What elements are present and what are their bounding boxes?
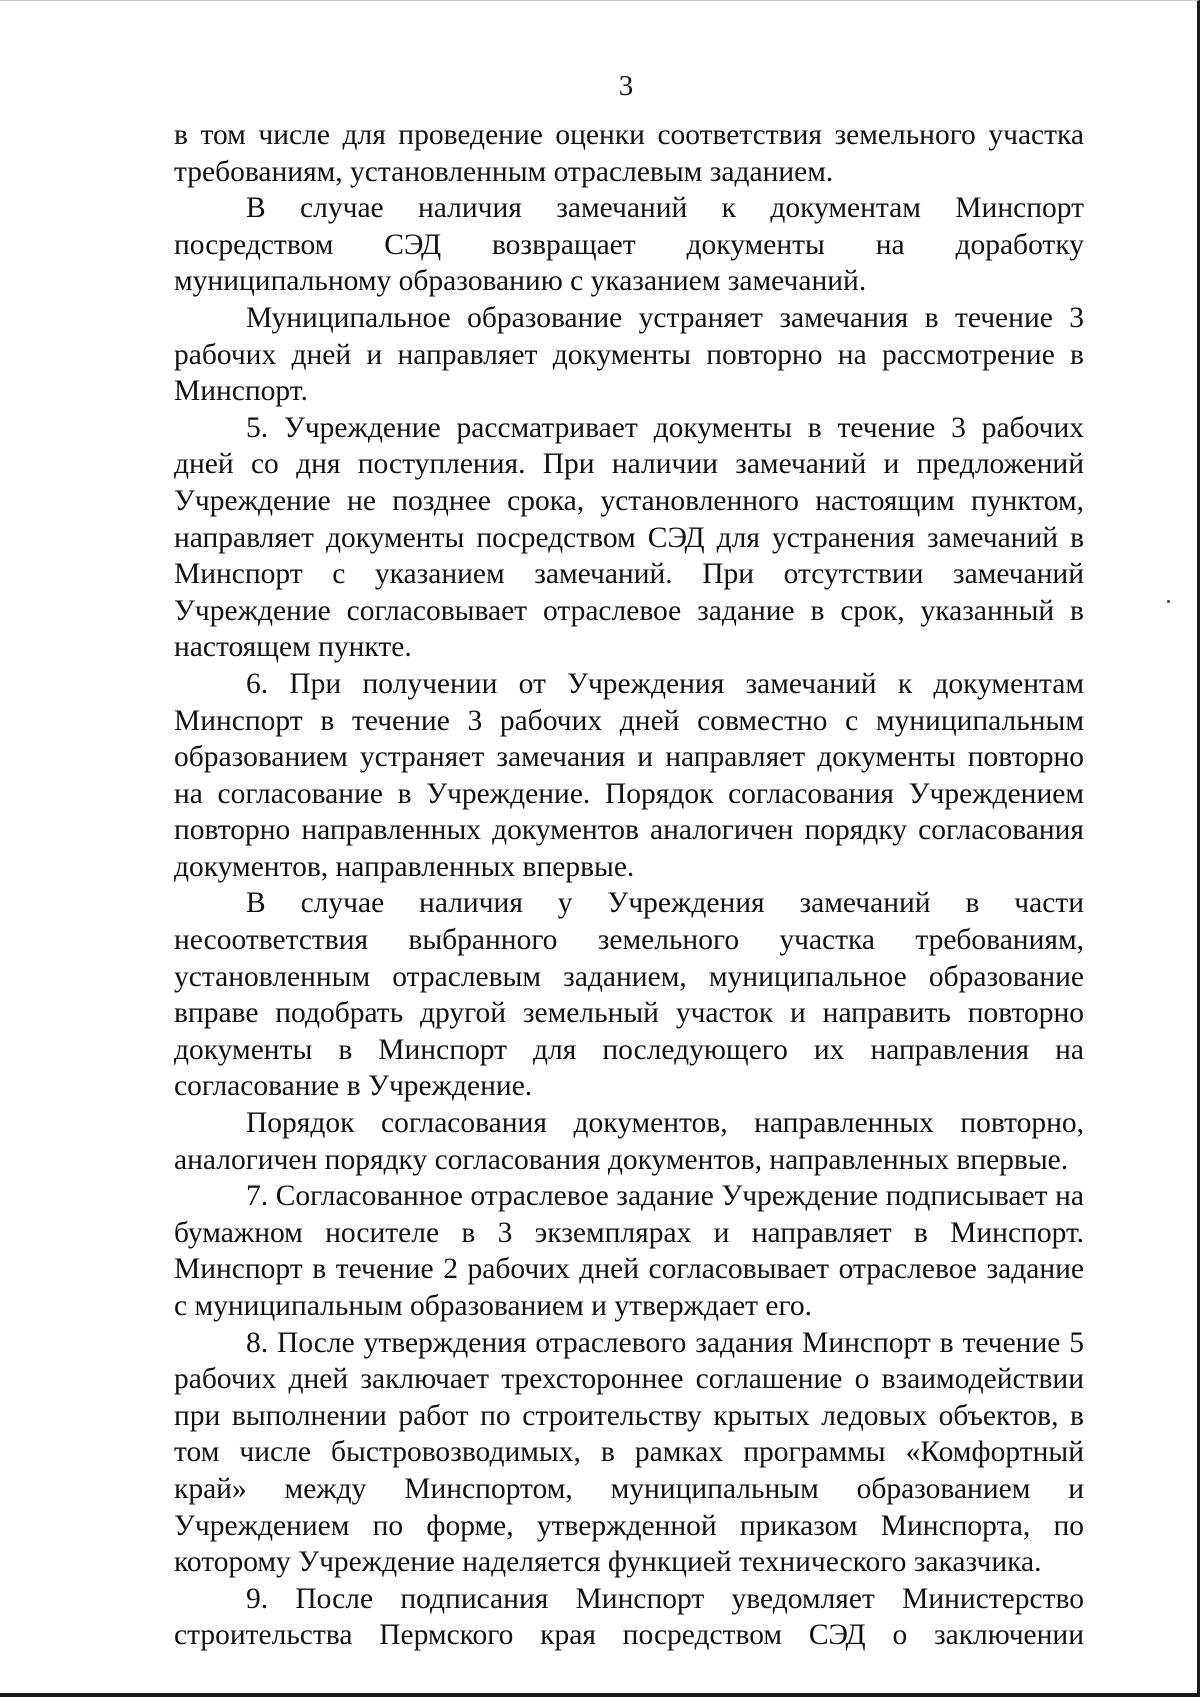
paragraph-land-plot: В случае наличия у Учреждения замечаний в части несоответствия выбранного земельного участка требованиям, установленным отраслевым заданием, муниципальное образование вправе подобрать другой земельный участок и направить повторно документы в Минспорт для последующего их направления на согласование в Учреждение. xyxy=(174,887,1084,1103)
paragraph-remarks-return: В случае наличия замечаний к документам Минспорт посредством СЭД возвращает документы на доработку муниципальному образованию с указанием замечаний. xyxy=(174,192,1084,298)
paragraph-item-6: 6. При получении от Учреждения замечаний к документам Минспорт в течение 3 рабочих дней совместно с муниципальным образованием устраняет замечания и направляет документы повторно на согласование в Учреждение. Порядок согласования Учреждением повторно направленных документов аналогичен порядку согласования документов, направленных впервые. xyxy=(174,667,1084,883)
document-body xyxy=(174,117,1084,1654)
paragraph-item-7: 7. Согласованное отраслевое задание Учреждение подписывает на бумажном носителе в 3 экземплярах и направляет в Минспорт. Минспорт в течение 2 рабочих дней согласовывает отраслевое задание с муниципальным образованием и утверждает его. xyxy=(174,1180,1084,1322)
paragraph-repeat-procedure: Порядок согласования документов, направленных повторно, аналогичен порядку согласования документов, направленных впервые. xyxy=(174,1107,1084,1176)
paragraph-item-8: 8. После утверждения отраслевого задания Минспорт в течение 5 рабочих дней заключает трехстороннее соглашение о взаимодействии при выполнении работ по строительству крытых ледовых объектов, в том числе быстровозводимых, в рамках программы «Комфортный край» между Минспортом, муниципальным образованием и Учреждением по форме, утвержденной приказом Минспорта, по которому Учреждение наделяется функцией технического заказчика. xyxy=(174,1326,1084,1579)
paragraph-continuation: в том числе для проведение оценки соответствия земельного участка требованиям, установленным отраслевым заданием. xyxy=(174,119,1084,188)
paragraph-item-5: 5. Учреждение рассматривает документы в течение 3 рабочих дней со дня поступления. При наличии замечаний и предложений Учреждение не позднее срока, установленного настоящим пунктом, направляет документы посредством СЭД для устранения замечаний в Минспорт с указанием замечаний. При отсутствии замечаний Учреждение согласовывает отраслевое задание в срок, указанный в настоящем пункте. xyxy=(174,411,1084,664)
page-number: 3 xyxy=(618,70,634,102)
scan-speck xyxy=(1167,600,1170,603)
paragraph-municipal-fix: Муниципальное образование устраняет замечания в течение 3 рабочих дней и направляет документы повторно на рассмотрение в Минспорт. xyxy=(174,301,1084,408)
paragraph-item-9: 9. После подписания Минспорт уведомляет Министерство строительства Пермского края посредством СЭД о заключении xyxy=(174,1582,1084,1652)
